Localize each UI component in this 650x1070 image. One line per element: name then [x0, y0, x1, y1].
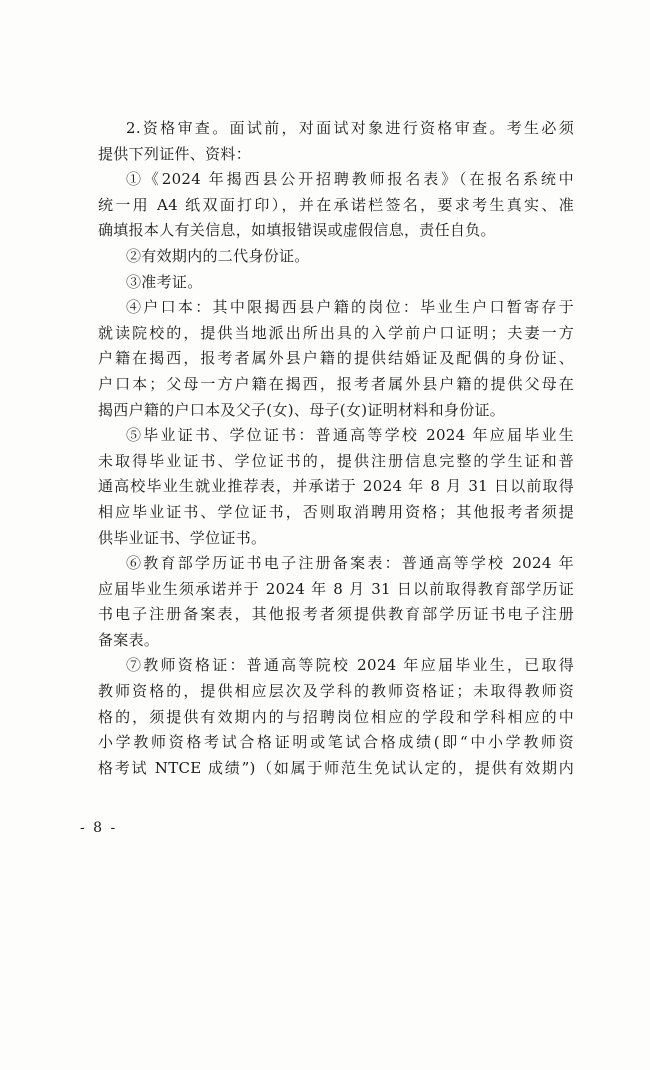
paragraph-item-2-7-line-1: ⑦教师资格证：普通高等院校 2024 年应届毕业生，已取得 — [126, 656, 574, 675]
paragraph-item-2-5-line-3: 通高校毕业生就业推荐表，并承诺于 2024 年 8 月 31 日以前取得 — [98, 477, 574, 496]
paragraph-item-2-7-line-2: 教师资格的，提供相应层次及学科的教师资格证；未取得教师资 — [98, 682, 574, 701]
paragraph-item-2-7-line-4: 小学教师资格考试合格证明或笔试合格成绩(即“中小学教师资 — [98, 733, 574, 752]
paragraph-item-2-4-line-4: 户口本；父母一方户籍在揭西，报考者属外县户籍的提供父母在 — [98, 374, 574, 393]
document-body — [98, 116, 574, 781]
paragraph-item-2-4-line-1: ④户口本：其中限揭西县户籍的岗位：毕业生户口暂寄存于 — [126, 298, 574, 317]
paragraph-item-2-5-line-5: 供毕业证书、学位证书。 — [98, 528, 267, 547]
paragraph-item-2-6-line-1: ⑥教育部学历证书电子注册备案表：普通高等学校 2024 年 — [126, 554, 574, 573]
paragraph-item-2-4-line-2: 就读院校的，提供当地派出所出具的入学前户口证明；夫妻一方 — [98, 323, 574, 342]
paragraph-item-2-6-line-3: 书电子注册备案表，其他报考者须提供教育部学历证书电子注册 — [98, 605, 574, 624]
paragraph-item-2-1-line-2: 统一用 A4 纸双面打印），并在承诺栏签名，要求考生真实、准 — [98, 195, 574, 214]
paragraph-item-2-3-line-1: ③准考证。 — [126, 272, 203, 291]
paragraph-item-2-4-line-3: 户籍在揭西，报考者属外县户籍的提供结婚证及配偶的身份证、 — [98, 349, 574, 368]
paragraph-item-2-5-line-1: ⑤毕业证书、学位证书：普通高等学校 2024 年应届毕业生 — [126, 426, 574, 445]
paragraph-item-2-5-line-2: 未取得毕业证书、学位证书的，提供注册信息完整的学生证和普 — [98, 451, 574, 470]
paragraph-item-2-6-line-4: 备案表。 — [98, 630, 160, 649]
paragraph-item-2-4-line-5: 揭西户籍的户口本及父子(女)、母子(女)证明材料和身份证。 — [98, 400, 506, 419]
paragraph-item-2-5-line-4: 相应毕业证书、学位证书，否则取消聘用资格；其他报考者须提 — [98, 502, 574, 521]
page-number: - 8 - — [80, 820, 118, 836]
paragraph-item-2-7-line-3: 格的，须提供有效期内的与招聘岗位相应的学段和学科相应的中 — [98, 707, 574, 726]
paragraph-item-2-1-line-1: ①《2024 年揭西县公开招聘教师报名表》（在报名系统中 — [126, 170, 574, 189]
paragraph-item-2-1-line-3: 确填报本人有关信息，如填报错误或虚假信息，责任自负。 — [98, 221, 496, 240]
paragraph-item-2-2-line-1: ②有效期内的二代身份证。 — [126, 246, 310, 265]
paragraph-item-2-7-line-5: 格考试 NTCE 成绩”)（如属于师范生免试认定的，提供有效期内 — [98, 758, 574, 777]
paragraph-item-2-line-2: 提供下列证件、资料： — [98, 144, 252, 163]
paragraph-item-2-6-line-2: 应届毕业生须承诺并于 2024 年 8 月 31 日以前取得教育部学历证 — [98, 579, 574, 598]
paragraph-item-2-line-1: 2.资格审查。面试前，对面试对象进行资格审查。考生必须 — [126, 119, 574, 137]
